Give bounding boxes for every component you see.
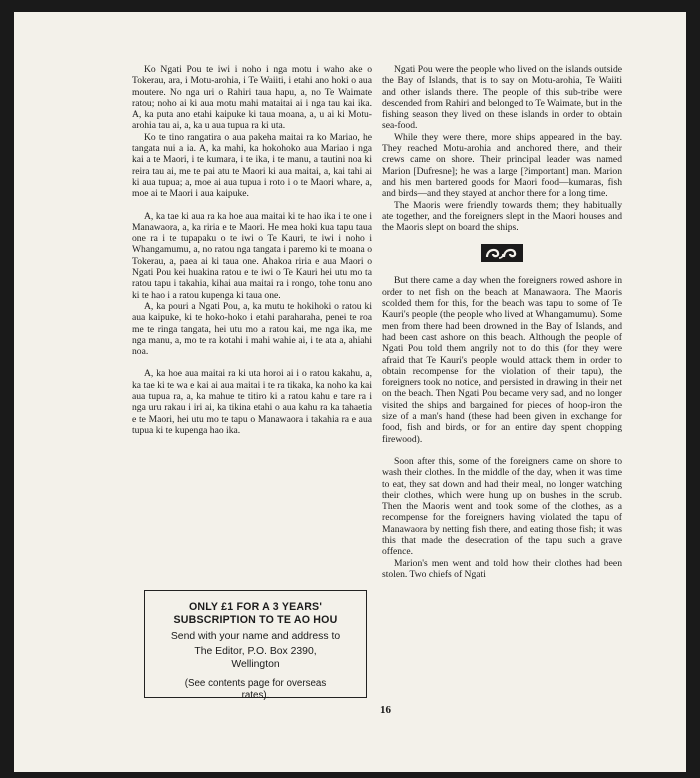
subscription-headline-1: ONLY £1 FOR A 3 YEARS' — [188, 601, 323, 613]
scan-top-border — [0, 0, 700, 12]
maori-paragraph-2: Ko te tino rangatira o aua pakeha maitai ra ko Mariao, he tangata nui a ia. A, ka mahi, ka hokohoko aua Mariao i nga kai a te Maori, i te kumara, i te ika, i te manu, a tautini noa ki reira tau ai, me te pai atu te Maori ki aua maitai, a, kai tahi ai ki aua tupua; a, moe ai aua tupua i roto i o te Maori whare, a, moe ai te Maori i aua kaipuke. — [132, 131, 372, 200]
english-paragraph-2: While they were there, more ships appeared in the bay. They reached Motu-arohia and anchored there, and their crews came on shore. Their principal leader was named Marion [Dufresne]; he was a large [?important] man. Marion and his men bartered goods for Maori food—kumaras, fish and birds—and they stayed at anchor there for a long time. — [382, 131, 622, 200]
page-number: 16 — [380, 704, 391, 716]
subscription-line-2: The Editor, P.O. Box 2390, — [194, 646, 317, 658]
subscription-line-1: Send with your name and address to — [170, 631, 341, 642]
scan-right-border — [686, 0, 700, 778]
maori-paragraph-3: A, ka tae ki aua ra ka hoe aua maitai ki te hao ika i te one i Manawaora, a, ka riria e te Maori. He mea hoki kua tapu taua one ra i te tupapaku o te iwi o Te Kauri, te iwi i noho i Whangamumu, a, no ratou nga tangata i paremo ki te moana o Tokerau, a, paea ai ki taua one. Ahakoa riria e aua Maori o Ngati Pou kei huakina ratou e te iwi o Te Kauri hei utu mo ta ratou tapu i takahia, kihai aua maitai ra i rongo, tohe tonu ano ki te hao i a ratou kupenga ki taua one. — [132, 210, 372, 301]
english-paragraph-3: The Maoris were friendly towards them; they habitually ate together, and the foreigners slept in the Maori houses and the Maoris slept on board the ships. — [382, 199, 622, 234]
koru-ornament-icon — [480, 243, 524, 263]
maori-paragraph-4: A, ka pouri a Ngati Pou, a, ka mutu te hokihoki o ratou ki aua kaipuke, ki te hoko-hoko i etahi paraharaha, penei te roa me te ringa tangata, hei utu mo a ratou kai, me nga ika, me nga manu, a, mo te ra kotahi i mahi wahie ai, i te ata a, ahiahi noa. — [132, 300, 372, 358]
maori-paragraph-1: Ko Ngati Pou te iwi i noho i nga motu i waho ake o Tokerau, ara, i Motu-arohia, i Te Waiiti, i etahi ano hoki o aua moutere. No nga uri o Rahiri taua hapu, a, no Te Waimate ratou; noho ai ki aua motu mahi mataitai ai i nga tau kai ika. A, ka puta ano etahi kaipuke ki taua moana, a, u ai ki Motu-arohia tau ai, a, ka u aua tupua ra ki uta. — [132, 64, 372, 132]
maori-text-column — [132, 64, 372, 436]
subscription-line-3: Wellington — [231, 659, 280, 671]
english-text-column — [382, 64, 622, 580]
english-paragraph-1: Ngati Pou were the people who lived on the islands outside the Bay of Islands, that is to say on Motu-arohia, Te Waiiti and other islands there. The people of this sub-tribe were descended from Rahiri and belonged to Te Waimate, but in the fishing season they lived on these islands in order to obtain sea-food. — [382, 64, 622, 132]
subscription-advert-box — [144, 590, 367, 701]
subscription-note-1: (See contents page for overseas — [184, 677, 327, 689]
subscription-headline-2: SUBSCRIPTION TO TE AO HOU — [173, 614, 338, 626]
english-paragraph-4: But there came a day when the foreigners rowed ashore in order to net fish on the beach at Manawaora. The Maoris scolded them for this, for the beach was tapu to some of Te Kauri's people (the people who lived at Whangamumu). Some men from there had been drowned in the Bay of Islands, and had been cast ashore on this beach. Although the people of Ngati Pou told them angrily not to do this (for they were afraid that Te Kauri's people would attack them in order to obtain recompense for the violation of their tapu), the foreigners took no notice, and persisted in drawing in their net on the beach. Then Ngati Pou became very sad, and no longer visited the ships and bargained for pieces of hoop-iron the size of a man's hand (these had been given in exchange for food, fish and birds, or for an entire day spent chopping firewood). — [382, 275, 622, 445]
subscription-note-2: rates). — [241, 689, 270, 701]
maori-paragraph-5: A, ka hoe aua maitai ra ki uta horoi ai i o ratou kakahu, a, ka tae ki te wa e kai ai aua maitai i te ra tikaka, ka noho ka kai aua tupua ra, a, ka mahue te titiro ki a ratou kahu e tare ra i nga uru rakau i iri ai, ka tikina etahi o aua kahu ra ka tahaetia e te Maori, hei utu mo te tapu o Manawaora i takahia ra e aua tupua ki te kupenga hao ika. — [132, 368, 372, 436]
english-paragraph-5: Soon after this, some of the foreigners came on shore to wash their clothes. In the middle of the day, when it was time to eat, they sat down and had their meal, no longer watching their clothes, which were hung up on bushes in the scrub. Then the Maoris went and took some of the clothes, as a recompense for the foreigners having violated the tapu of Manawaora by netting fish there, and eating those fish; it was this that made the desecration of the tapu such a grave offence. — [382, 455, 622, 558]
english-paragraph-6: Marion's men went and told how their clothes had been stolen. Two chiefs of Ngati — [382, 557, 622, 580]
